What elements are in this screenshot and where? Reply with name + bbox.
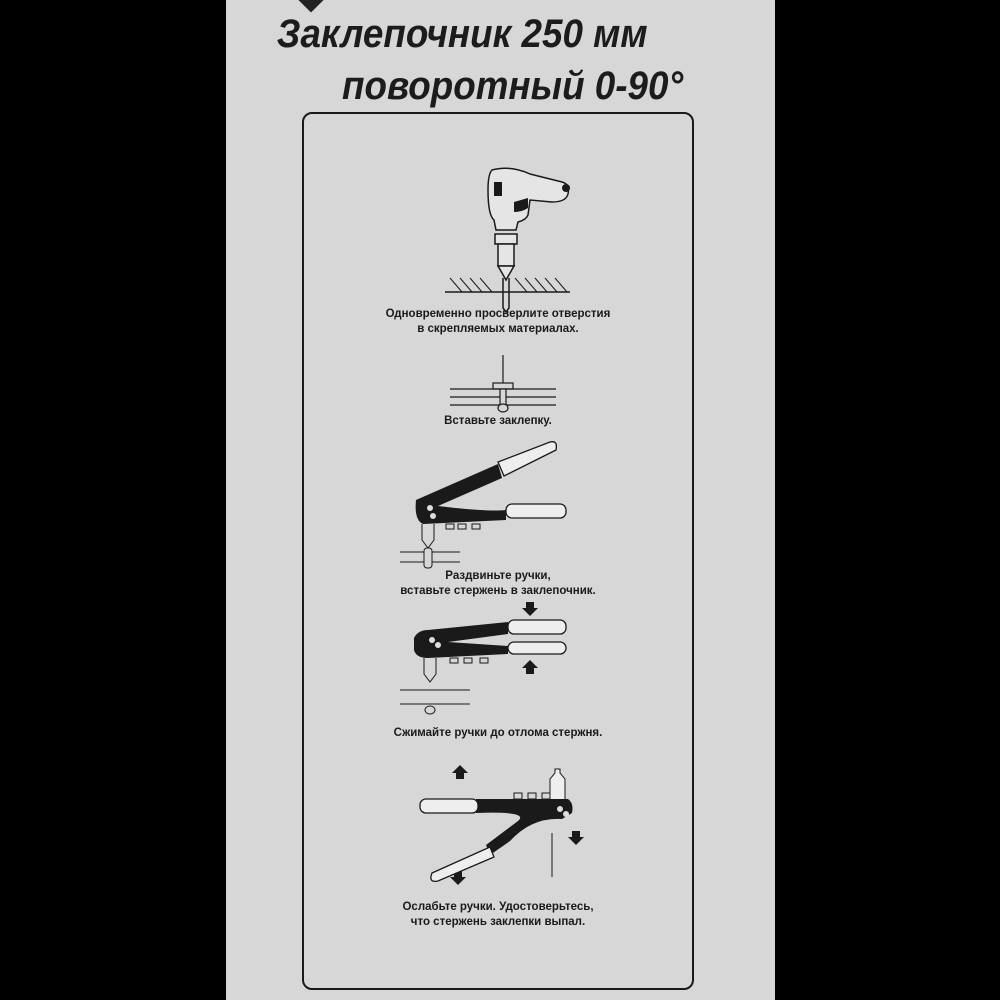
product-title-line2: поворотный 0-90° [342,64,684,108]
step3-caption-line1: Раздвиньте ручки, [445,570,551,582]
step2-caption-line1: Вставьте заклепку. [444,415,552,427]
step5-caption [302,900,694,930]
step1-caption-line2: в скрепляемых материалах. [417,323,579,335]
product-title-line1: Заклепочник 250 мм [276,12,648,56]
step5-caption-line2: что стержень заклепки выпал. [410,916,586,928]
step4-caption [302,726,694,741]
step3-caption-line2: вставьте стержень в заклепочник. [400,585,596,597]
step1-caption [302,307,694,337]
step5-caption-line1: Ослабьте ручки. Удостоверьтесь, [402,901,594,913]
rivet-insert-icon [448,355,558,415]
drill-icon [440,160,590,310]
step4-caption-line1: Сжимайте ручки до отлома стержня. [393,727,603,739]
step3-caption [302,569,694,599]
step1-caption-line1: Одновременно просверлите отверстия [385,308,611,320]
riveter-open-icon [398,440,578,575]
riveter-squeeze-icon [398,600,578,718]
riveter-release-icon [410,765,590,890]
step2-caption [302,414,694,429]
